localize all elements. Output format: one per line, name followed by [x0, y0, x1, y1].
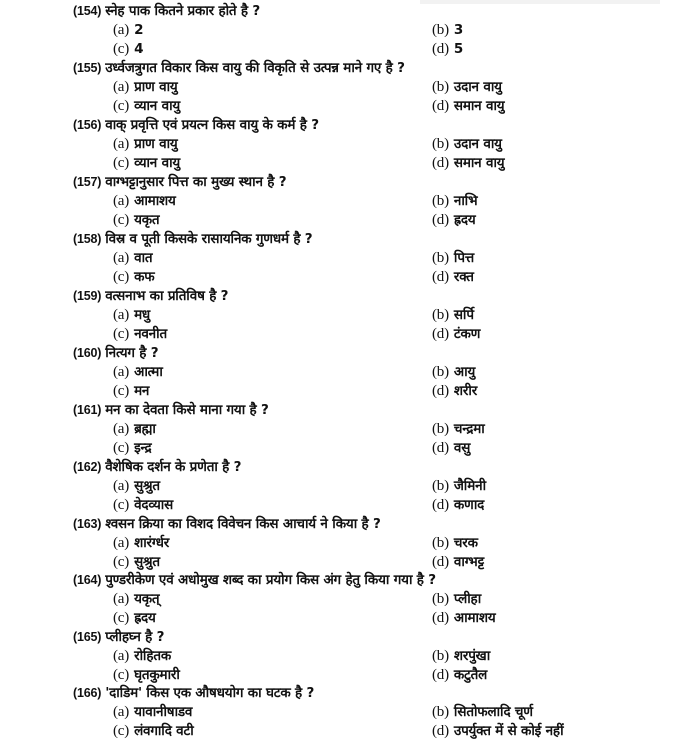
option-label: रोहितक — [134, 648, 172, 664]
option-label: यावानीषाडव — [134, 704, 193, 720]
option-label: मधु — [134, 307, 151, 323]
option-key: (c) — [113, 554, 130, 570]
option-b — [432, 703, 533, 721]
question-text — [73, 116, 319, 134]
option-key: (d) — [432, 440, 449, 456]
option-label: नवनीत — [134, 326, 167, 342]
option-a — [113, 192, 176, 210]
question-number: (166) — [73, 686, 102, 700]
option-key: (a) — [113, 193, 130, 209]
question-text — [73, 458, 241, 476]
option-c — [113, 496, 173, 514]
question-text — [73, 344, 158, 362]
option-key: (b) — [432, 307, 449, 323]
option-a — [113, 306, 150, 324]
option-label: 2 — [134, 22, 144, 38]
option-d — [432, 325, 480, 343]
option-key: (c) — [113, 41, 130, 57]
option-label: नाभि — [453, 193, 478, 209]
question-label: श्वसन क्रिया का विशद विवेचन किस आचार्य ने किया है ? — [105, 516, 381, 532]
option-key: (c) — [113, 212, 130, 228]
option-b — [432, 363, 475, 381]
option-key: (b) — [432, 364, 449, 380]
question-label: 'दाडिम' किस एक औषधयोग का घटक है ? — [105, 685, 315, 701]
option-b — [432, 306, 474, 324]
option-c — [113, 382, 149, 400]
option-b — [432, 590, 481, 608]
question-number: (154) — [73, 4, 102, 18]
option-key: (b) — [432, 136, 449, 152]
question-number: (164) — [73, 573, 102, 587]
option-key: (a) — [113, 79, 130, 95]
option-key: (c) — [113, 155, 130, 171]
option-key: (b) — [432, 79, 449, 95]
option-key: (a) — [113, 704, 130, 720]
option-label: ब्रह्मा — [134, 421, 156, 437]
option-a — [113, 647, 171, 665]
question-number: (156) — [73, 118, 102, 132]
question-label: वाक् प्रवृत्ति एवं प्रयत्न किस वायु के कर्म है ? — [105, 117, 319, 133]
option-key: (d) — [432, 667, 449, 683]
option-label: चन्द्रमा — [453, 421, 485, 437]
question-number: (155) — [73, 61, 102, 75]
option-d — [432, 439, 470, 457]
option-key: (d) — [432, 497, 449, 513]
question-label: पुण्डरीकेण एवं अधोमुख शब्द का प्रयोग किस अंग हेतु किया गया है ? — [105, 572, 436, 588]
option-b — [432, 534, 478, 552]
option-d — [432, 722, 563, 740]
option-key: (d) — [432, 269, 449, 285]
option-key: (c) — [113, 667, 130, 683]
option-c — [113, 609, 156, 627]
option-label: व्यान वायु — [134, 98, 181, 114]
option-key: (d) — [432, 98, 449, 114]
option-label: समान वायु — [453, 155, 505, 171]
option-key: (c) — [113, 98, 130, 114]
option-label: 5 — [453, 41, 464, 57]
option-label: ह्रदय — [453, 212, 476, 228]
option-key: (b) — [432, 250, 449, 266]
option-a — [113, 420, 156, 438]
question-label: नित्यग है ? — [105, 345, 159, 361]
option-d — [432, 40, 463, 58]
question-text — [73, 628, 164, 646]
option-label: प्लीहा — [453, 591, 482, 607]
option-c — [113, 325, 167, 343]
option-label: प्राण वायु — [134, 136, 178, 152]
option-key: (a) — [113, 478, 130, 494]
option-key: (c) — [113, 497, 130, 513]
question-number: (161) — [73, 403, 102, 417]
option-label: वात — [134, 250, 153, 266]
option-key: (a) — [113, 648, 130, 664]
option-d — [432, 553, 484, 571]
question-number: (157) — [73, 175, 102, 189]
faint-header-text — [420, 0, 660, 4]
option-key: (c) — [113, 269, 130, 285]
option-label: शारंर्ग्धर — [134, 535, 170, 551]
question-text — [73, 571, 436, 589]
option-label: शरीर — [453, 383, 478, 399]
option-key: (d) — [432, 212, 449, 228]
option-d — [432, 666, 487, 684]
option-label: यकृत् — [134, 591, 160, 607]
option-key: (d) — [432, 41, 449, 57]
option-key: (b) — [432, 478, 449, 494]
option-label: सुश्रुत — [134, 554, 160, 570]
option-key: (a) — [113, 591, 130, 607]
option-c — [113, 553, 160, 571]
option-label: कणाद — [453, 497, 485, 513]
option-c — [113, 439, 151, 457]
option-c — [113, 722, 194, 740]
option-label: चरक — [453, 535, 478, 551]
option-label: सितोफलादि चूर्ण — [453, 704, 533, 720]
option-d — [432, 609, 495, 627]
option-label: प्राण वायु — [134, 79, 178, 95]
option-key: (a) — [113, 307, 130, 323]
option-key: (a) — [113, 364, 130, 380]
option-key: (b) — [432, 704, 449, 720]
option-label: इन्द्र — [134, 440, 152, 456]
question-number: (162) — [73, 460, 102, 474]
option-b — [432, 135, 502, 153]
option-label: रक्त — [453, 269, 474, 285]
question-text — [73, 173, 286, 191]
option-label: शरपुंखा — [453, 648, 490, 664]
question-number: (158) — [73, 232, 102, 246]
question-label: स्नेह पाक कितने प्रकार होते है ? — [105, 3, 261, 19]
option-c — [113, 666, 180, 684]
option-key: (d) — [432, 155, 449, 171]
option-label: घृतकुमारी — [134, 667, 180, 683]
option-key: (b) — [432, 648, 449, 664]
option-key: (d) — [432, 610, 449, 626]
option-label: मन — [134, 383, 150, 399]
option-d — [432, 154, 504, 172]
option-label: 4 — [134, 41, 144, 57]
option-label: जैमिनी — [453, 478, 486, 494]
option-key: (c) — [113, 440, 130, 456]
option-key: (c) — [113, 383, 130, 399]
option-label: ह्रदय — [134, 610, 156, 626]
question-label: वत्सनाभ का प्रतिविष है ? — [105, 288, 229, 304]
option-c — [113, 97, 180, 115]
option-key: (d) — [432, 326, 449, 342]
option-key: (b) — [432, 591, 449, 607]
question-number: (159) — [73, 289, 102, 303]
option-key: (a) — [113, 421, 130, 437]
option-label: 3 — [453, 22, 464, 38]
option-label: पित्त — [453, 250, 474, 266]
option-key: (b) — [432, 421, 449, 437]
question-text — [73, 287, 228, 305]
question-text — [73, 59, 405, 77]
question-number: (165) — [73, 630, 102, 644]
option-label: लंवगादि वटी — [134, 723, 194, 739]
option-b — [432, 477, 486, 495]
option-key: (b) — [432, 193, 449, 209]
option-label: उदान वायु — [453, 136, 502, 152]
option-a — [113, 78, 178, 96]
option-key: (d) — [432, 383, 449, 399]
option-label: आत्मा — [134, 364, 163, 380]
question-text — [73, 2, 260, 20]
option-label: कफ — [134, 269, 155, 285]
option-key: (a) — [113, 136, 130, 152]
option-label: यकृत — [134, 212, 160, 228]
option-a — [113, 363, 163, 381]
option-a — [113, 135, 178, 153]
question-text — [73, 401, 269, 419]
option-key: (a) — [113, 250, 130, 266]
option-b — [432, 192, 477, 210]
option-key: (c) — [113, 723, 130, 739]
option-key: (d) — [432, 723, 449, 739]
question-label: प्लीहघ्न है ? — [105, 629, 165, 645]
option-key: (b) — [432, 535, 449, 551]
option-d — [432, 382, 477, 400]
option-label: टंकण — [453, 326, 481, 342]
question-text — [73, 515, 381, 533]
option-a — [113, 590, 159, 608]
question-label: वैशेषिक दर्शन के प्रणेता है ? — [105, 459, 242, 475]
option-label: आयु — [453, 364, 476, 380]
option-label: सुश्रुत — [134, 478, 160, 494]
option-key: (c) — [113, 326, 130, 342]
option-label: समान वायु — [453, 98, 505, 114]
option-label: उदान वायु — [453, 79, 502, 95]
option-d — [432, 97, 504, 115]
option-label: सर्पि — [453, 307, 474, 323]
option-d — [432, 496, 484, 514]
question-text — [73, 230, 312, 248]
option-c — [113, 268, 154, 286]
option-label: वेदव्यास — [134, 497, 174, 513]
option-key: (b) — [432, 22, 449, 38]
question-label: वाग्भट्टानुसार पित्त का मुख्य स्थान है ? — [105, 174, 287, 190]
question-number: (163) — [73, 517, 102, 531]
option-a — [113, 703, 192, 721]
option-c — [113, 154, 180, 172]
option-c — [113, 40, 143, 58]
option-key: (a) — [113, 22, 130, 38]
question-text — [73, 684, 314, 702]
option-d — [432, 268, 474, 286]
option-a — [113, 21, 143, 39]
option-label: आमाशय — [134, 193, 176, 209]
option-a — [113, 249, 152, 267]
option-key: (a) — [113, 535, 130, 551]
option-label: व्यान वायु — [134, 155, 181, 171]
question-label: विस्र व पूती किसके रासायनिक गुणधर्म है ? — [105, 231, 313, 247]
option-d — [432, 211, 475, 229]
question-label: मन का देवता किसे माना गया है ? — [105, 402, 269, 418]
option-label: वाग्भट्ट — [453, 554, 484, 570]
option-b — [432, 78, 502, 96]
option-label: कटुतैल — [453, 667, 488, 683]
question-label: उर्ध्वजत्रुगत विकार किस वायु की विकृति से उत्पन्न माने गए है ? — [105, 60, 405, 76]
option-b — [432, 420, 485, 438]
option-b — [432, 21, 463, 39]
option-label: उपर्युक्त में से कोई नहीं — [453, 723, 564, 739]
option-label: आमाशय — [453, 610, 496, 626]
option-key: (d) — [432, 554, 449, 570]
option-c — [113, 211, 159, 229]
option-key: (c) — [113, 610, 130, 626]
option-a — [113, 534, 169, 552]
option-a — [113, 477, 160, 495]
option-b — [432, 249, 474, 267]
option-b — [432, 647, 490, 665]
question-number: (160) — [73, 346, 102, 360]
option-label: वसु — [453, 440, 471, 456]
